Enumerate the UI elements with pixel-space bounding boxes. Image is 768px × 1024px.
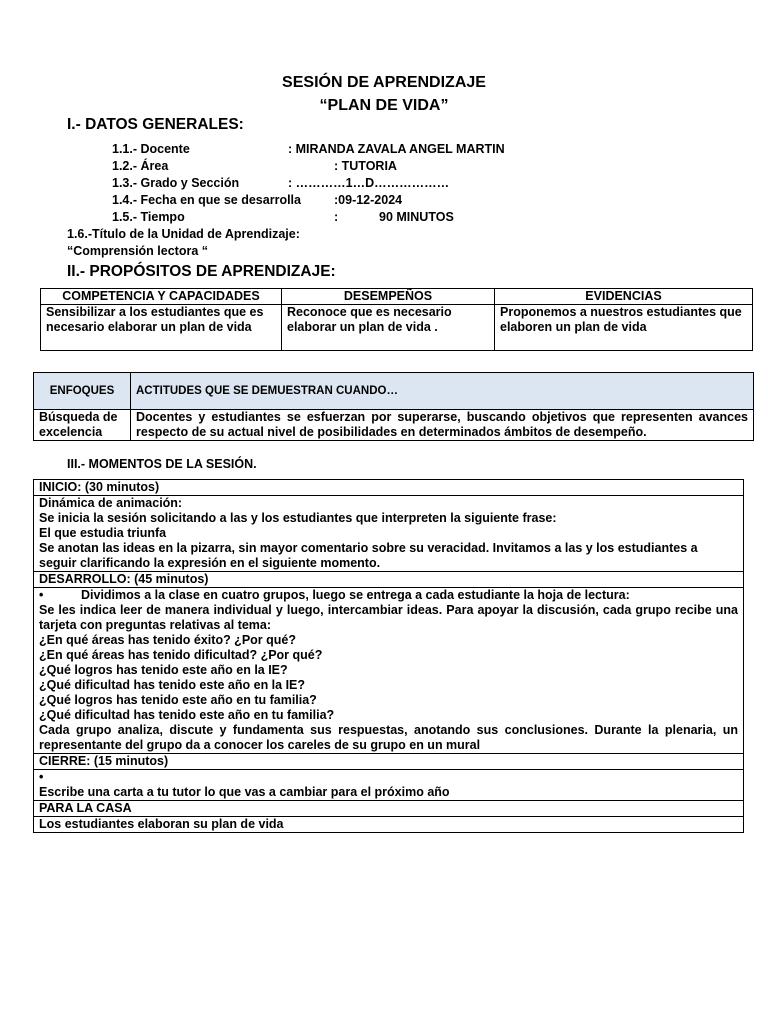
table-header-row (34, 373, 754, 410)
table-row (34, 817, 744, 833)
table-header-row (41, 289, 753, 305)
question-item: ¿Qué logros has tenido este año en la IE? (39, 663, 288, 677)
desarrollo-closing: Cada grupo analiza, discute y fundamenta sus respuestas, anotando sus conclusiones. Durante la plenaria, un representante del grupo da a conocer los careles de su grupo en un mural (39, 723, 738, 752)
dato-grado (112, 176, 450, 190)
cierre-content (34, 770, 744, 801)
dato-value: :09-12-2024 (334, 193, 403, 207)
inicio-title: INICIO: (30 minutos) (34, 480, 744, 496)
desarrollo-intro: Se les indica leer de manera individual y luego, intercambiar ideas. Para apoyar la discusión, cada grupo recibe una tarjeta con preguntas relativas al tema: (39, 603, 738, 632)
table-cell: Reconoce que es necesario elaborar un plan de vida . (282, 305, 495, 351)
section-heading-momentos: III.- MOMENTOS DE LA SESIÓN. (67, 457, 257, 471)
question-item: ¿En qué áreas has tenido dificultad? ¿Por qué? (39, 648, 323, 662)
question-item: ¿Qué dificultad has tenido este año en la IE? (39, 678, 306, 692)
propositos-table (40, 288, 753, 351)
dato-label: 1.1.- Docente (112, 142, 190, 156)
dato-tiempo (112, 210, 454, 224)
dato-label: 1.4.- Fecha en que se desarrolla (112, 193, 301, 207)
unidad-value: “Comprensión lectora “ (67, 244, 208, 258)
dato-label: 1.2.- Área (112, 159, 169, 173)
dato-value: : TUTORIA (334, 159, 397, 173)
table-row (34, 588, 744, 754)
casa-text: Los estudiantes elaboran su plan de vida (34, 817, 744, 833)
cierre-text: Escribe una carta a tu tutor lo que vas a cambiar para el próximo año (39, 785, 450, 799)
unidad-label: 1.6.-Título de la Unidad de Aprendizaje: (67, 227, 300, 241)
dato-label: 1.3.- Grado y Sección (112, 176, 240, 190)
table-row (34, 496, 744, 572)
inicio-content (34, 496, 744, 572)
table-cell: Docentes y estudiantes se esfuerzan por superarse, buscando objetivos que representen avances respecto de su actual nivel de posibilidades en determinados ámbitos de desempeño. (131, 410, 754, 441)
question-item: ¿Qué dificultad has tenido este año en tu familia? (39, 708, 335, 722)
question-item: ¿Qué logros has tenido este año en tu familia? (39, 693, 317, 707)
column-header: EVIDENCIAS (495, 289, 753, 305)
desarrollo-first-text: Dividimos a la clase en cuatro grupos, luego se entrega a cada estudiante la hoja de lectura: (81, 588, 630, 602)
question-item: ¿En qué áreas has tenido éxito? ¿Por qué? (39, 633, 296, 647)
casa-title: PARA LA CASA (34, 801, 744, 817)
dato-area (112, 159, 397, 173)
inicio-line: Dinámica de animación: (39, 496, 183, 510)
dato-fecha (112, 193, 403, 207)
table-row (34, 410, 754, 441)
desarrollo-title: DESARROLLO: (45 minutos) (34, 572, 744, 588)
document-subtitle: “PLAN DE VIDA” (319, 97, 449, 114)
dato-docente (112, 142, 505, 156)
desarrollo-content (34, 588, 744, 754)
enfoques-table (33, 372, 754, 441)
dato-label: 1.5.- Tiempo (112, 210, 185, 224)
table-cell: Sensibilizar a los estudiantes que es necesario elaborar un plan de vida (41, 305, 282, 351)
dato-value: : MIRANDA ZAVALA ANGEL MARTIN (288, 142, 505, 156)
inicio-line: Se inicia la sesión solicitando a las y los estudiantes que interpreten la siguiente frase: (39, 511, 557, 525)
table-cell: Búsqueda de excelencia (34, 410, 131, 441)
document-title: SESIÓN DE APRENDIZAJE (282, 74, 486, 91)
dato-tiempo-value: 90 MINUTOS (379, 210, 454, 224)
table-row (34, 801, 744, 817)
desarrollo-first (39, 588, 738, 603)
table-row (34, 754, 744, 770)
momentos-table (33, 479, 744, 833)
cierre-title: CIERRE: (15 minutos) (34, 754, 744, 770)
table-cell: Proponemos a nuestros estudiantes que elaboren un plan de vida (495, 305, 753, 351)
table-row (34, 572, 744, 588)
section-heading-propositos: II.- PROPÓSITOS DE APRENDIZAJE: (67, 263, 336, 280)
column-header: COMPETENCIA Y CAPACIDADES (41, 289, 282, 305)
bullet-icon: • (39, 770, 44, 784)
inicio-line: Se anotan las ideas en la pizarra, sin mayor comentario sobre su veracidad. Invitamos a las y los estudiantes a seguir clarificando la expresión en el siguiente momento. (39, 541, 698, 570)
table-row (34, 480, 744, 496)
table-row (34, 770, 744, 801)
section-heading-datos: I.- DATOS GENERALES: (67, 116, 244, 133)
column-header: ENFOQUES (34, 373, 131, 410)
dato-value: : (334, 210, 339, 224)
table-row (41, 305, 753, 351)
inicio-line: El que estudia triunfa (39, 526, 167, 540)
column-header: DESEMPEÑOS (282, 289, 495, 305)
column-header: ACTITUDES QUE SE DEMUESTRAN CUANDO… (131, 373, 754, 410)
dato-value: : …………1…D……………… (288, 176, 450, 190)
bullet-icon: • (39, 588, 44, 602)
